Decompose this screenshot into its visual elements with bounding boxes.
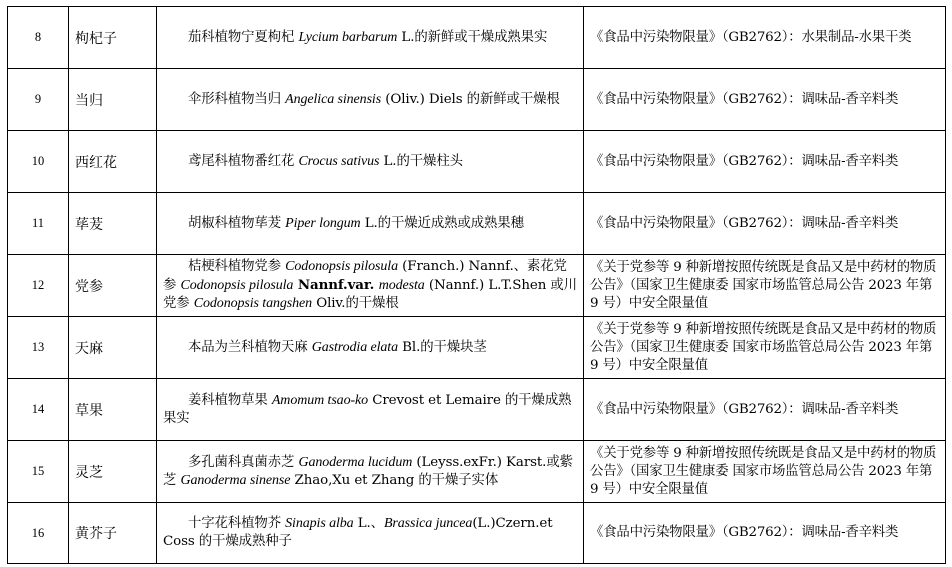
latin-name: Codonopsis pilosula [285, 259, 398, 274]
plant-name: 黄芥子 [69, 503, 157, 563]
desc-text: (Franch.) Nannf.、素花党参 [163, 259, 567, 293]
table-row [8, 317, 946, 379]
desc-text: (Oliv.) Diels 的新鲜或干燥根 [381, 91, 560, 107]
standard-reference: 《食品中污染物限量》（GB2762）：调味品-香辛料类 [584, 379, 946, 440]
plant-description [157, 441, 584, 502]
table-row [8, 131, 946, 193]
latin-name: Ganoderma lucidum [298, 454, 413, 470]
desc-text: 鸢尾科植物番红花 [187, 153, 299, 169]
plant-name: 党参 [69, 255, 157, 316]
desc-text: 茄科植物宁夏枸杞 [187, 29, 299, 45]
table-row [8, 255, 946, 317]
desc-text: L.、 [353, 516, 384, 531]
desc-text: L.的干燥柱头 [379, 153, 463, 169]
table-row [8, 503, 946, 564]
plant-description [157, 131, 584, 192]
desc-text: L.的新鲜或干燥成熟果实 [397, 29, 548, 45]
plant-description [157, 503, 584, 563]
desc-text: Bl.的干燥块茎 [398, 339, 487, 355]
plant-name: 当归 [69, 69, 157, 130]
desc-text: 多孔菌科真菌赤芝 [187, 454, 299, 470]
standard-reference: 《食品中污染物限量》（GB2762）：调味品-香辛料类 [584, 193, 946, 254]
plant-name: 天麻 [69, 317, 157, 378]
desc-text: 伞形科植物当归 [187, 91, 286, 107]
desc-text: 姜科植物草果 [187, 392, 272, 408]
plant-description [157, 193, 584, 254]
plant-name: 荜茇 [69, 193, 157, 254]
desc-text: 本品为兰科植物天麻 [187, 339, 312, 355]
table-row [8, 7, 946, 69]
row-number: 14 [8, 379, 69, 440]
standard-reference: 《食品中污染物限量》（GB2762）：调味品-香辛料类 [584, 69, 946, 130]
plant-description [157, 7, 584, 68]
standard-reference: 《食品中污染物限量》（GB2762）：调味品-香辛料类 [584, 131, 946, 192]
plant-name: 灵芝 [69, 441, 157, 502]
desc-text: (Nannf.) L.T.Shen 或川党参 [163, 278, 577, 311]
desc-text: (L.)Czern.et Coss 的干燥成熟种子 [163, 516, 557, 549]
row-number: 12 [8, 255, 69, 316]
plant-name: 草果 [69, 379, 157, 440]
desc-text: 桔梗科植物党参 [187, 259, 286, 274]
row-number: 16 [8, 503, 69, 563]
standard-reference: 《关于党参等 9 种新增按照传统既是食品又是中药材的物质公告》（国家卫生健康委 国家市场监管总局公告 2023 年第 9 号）中安全限量值 [584, 317, 946, 378]
desc-text: Oliv.的干燥根 [312, 296, 399, 311]
plant-description [157, 379, 584, 440]
plant-description [157, 317, 584, 378]
latin-name: modesta [378, 278, 425, 293]
latin-name: Codonopsis pilosula [180, 278, 294, 293]
plant-description [157, 255, 584, 316]
latin-name: Brassica juncea [383, 516, 473, 531]
table-row [8, 379, 946, 441]
latin-name: Lycium barbarum [298, 29, 398, 45]
latin-name: Ganoderma sinense [180, 472, 291, 488]
desc-text: (Leyss.exFr.) Karst.或紫芝 [163, 454, 573, 488]
latin-name: Sinapis alba [285, 516, 354, 531]
desc-text: Crevost et Lemaire 的干燥成熟果实 [163, 392, 572, 426]
plant-name: 枸杞子 [69, 7, 157, 68]
plant-standards-table [7, 6, 946, 564]
desc-text: Zhao,Xu et Zhang 的干燥子实体 [290, 472, 499, 488]
desc-text: L.的干燥近成熟或成熟果穗 [360, 215, 524, 231]
latin-name: Amomum tsao-ko [271, 392, 369, 408]
row-number: 11 [8, 193, 69, 254]
desc-text: Nannf.var. [293, 277, 379, 293]
row-number: 10 [8, 131, 69, 192]
standard-reference: 《食品中污染物限量》（GB2762）：调味品-香辛料类 [584, 503, 946, 563]
row-number: 8 [8, 7, 69, 68]
desc-text: 胡椒科植物荜茇 [187, 215, 286, 231]
row-number: 9 [8, 69, 69, 130]
table-row [8, 193, 946, 255]
table-row [8, 69, 946, 131]
row-number: 15 [8, 441, 69, 502]
latin-name: Crocus sativus [298, 153, 380, 169]
latin-name: Gastrodia elata [311, 339, 398, 355]
standard-reference: 《关于党参等 9 种新增按照传统既是食品又是中药材的物质公告》（国家卫生健康委 国家市场监管总局公告 2023 年第 9 号）中安全限量值 [584, 255, 946, 316]
plant-name: 西红花 [69, 131, 157, 192]
table-row [8, 441, 946, 503]
latin-name: Angelica sinensis [285, 91, 382, 107]
standard-reference: 《关于党参等 9 种新增按照传统既是食品又是中药材的物质公告》（国家卫生健康委 国家市场监管总局公告 2023 年第 9 号）中安全限量值 [584, 441, 946, 502]
latin-name: Codonopsis tangshen [193, 296, 313, 311]
standard-reference: 《食品中污染物限量》（GB2762）：水果制品-水果干类 [584, 7, 946, 68]
latin-name: Piper longum [285, 215, 361, 231]
plant-description [157, 69, 584, 130]
desc-text: 十字花科植物芥 [187, 516, 286, 531]
row-number: 13 [8, 317, 69, 378]
